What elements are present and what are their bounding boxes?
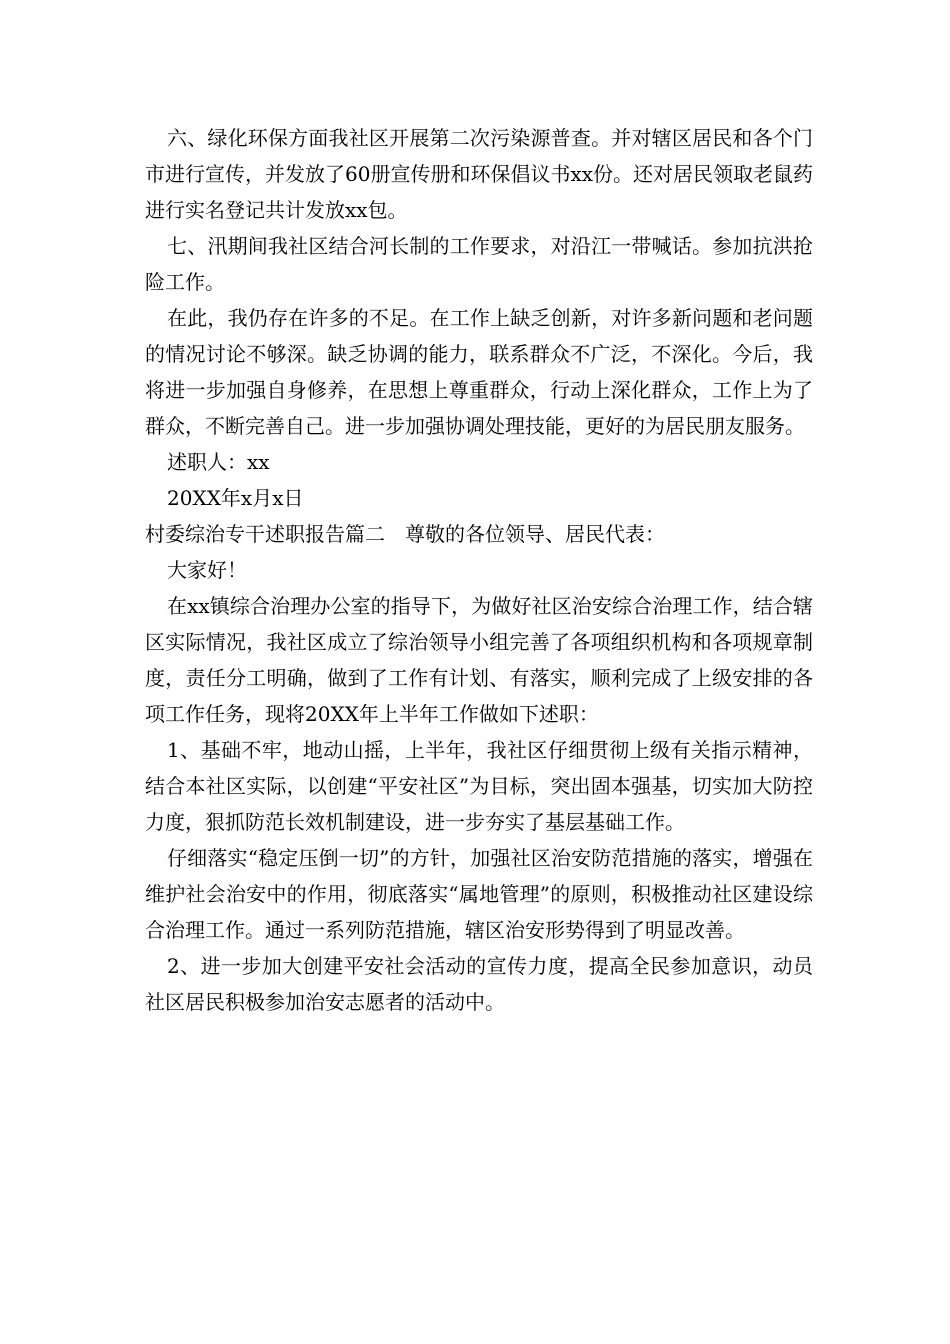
paragraph-environment: 六、绿化环保方面我社区开展第二次污染源普查。并对辖区居民和各个门市进行宣传，并发放了60册宣传册和环保倡议书xx份。还对居民领取老鼠药进行实名登记共计发放xx包。 [145,126,814,222]
paragraph-stability: 仔细落实“稳定压倒一切”的方针，加强社区治安防范措施的落实，增强在维护社会治安中的作用，彻底落实“属地管理”的原则，积极推动社区建设综合治理工作。通过一系列防范措施，辖区治安形势得到了明显改善。 [145,846,813,942]
paragraph-shortcomings: 在此，我仍存在许多的不足。在工作上缺乏创新，对许多新问题和老问题的情况讨论不够深。缺乏协调的能力，联系群众不广泛，不深化。今后，我将进一步加强自身修养，在思想上尊重群众，行动上深化群众，工作上为了群众，不断完善自己。进一步加强协调处理技能，更好的为居民朋友服务。 [145,306,813,438]
paragraph-flood: 七、汛期间我社区结合河长制的工作要求，对沿江一带喊话。参加抗洪抢险工作。 [145,234,813,294]
paragraph-item-1: 1、基础不牢，地动山摇，上半年，我社区仔细贯彻上级有关指示精神，结合本社区实际，以创建“平安社区”为目标，突出固本强基，切实加大防控力度，狠抓防范长效机制建设，进一步夯实了基层基础工作。 [145,738,813,834]
greeting: 大家好！ [167,558,247,582]
reporter-signature: 述职人：xx [167,450,270,474]
report-date: 20XX年x月x日 [167,486,304,510]
section-heading: 村委综治专干述职报告篇二 尊敬的各位领导、居民代表： [145,522,665,546]
paragraph-item-2: 2、进一步加大创建平安社会活动的宣传力度，提高全民参加意识，动员社区居民积极参加治安志愿者的活动中。 [145,954,813,1014]
paragraph-intro: 在xx镇综合治理办公室的指导下，为做好社区治安综合治理工作，结合辖区实际情况，我社区成立了综治领导小组完善了各项组织机构和各项规章制度，责任分工明确，做到了工作有计划、有落实，顺利完成了上级安排的各项工作任务，现将20XX年上半年工作做如下述职： [145,594,813,726]
document-page [145,120,813,1020]
